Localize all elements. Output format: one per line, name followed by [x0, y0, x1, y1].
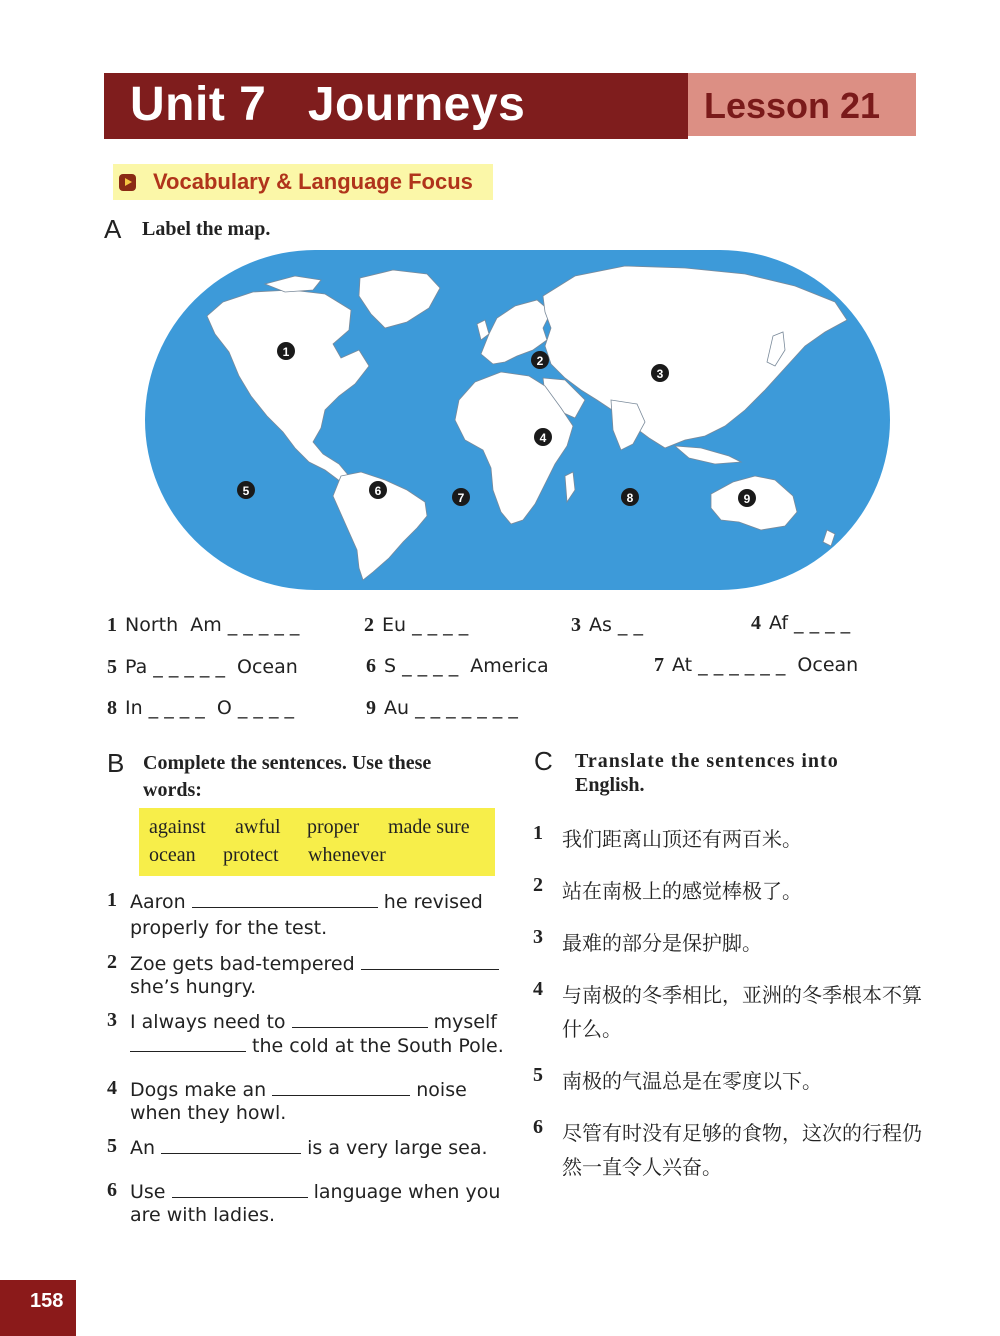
word-bank-item: ocean — [149, 844, 196, 866]
map-marker-8 — [621, 488, 639, 506]
answer-blank[interactable] — [272, 1077, 410, 1096]
page-number-tab — [0, 1280, 76, 1336]
section-b-title-line2: words: — [143, 779, 202, 801]
answer-blank[interactable] — [361, 951, 499, 970]
page-number: 158 — [30, 1290, 64, 1312]
svg-text:7: 7 — [457, 491, 465, 505]
answer-blank[interactable] — [172, 1179, 308, 1198]
section-c-letter: C — [534, 746, 553, 776]
translation-item-4: 4 与南极的冬季相比，亚洲的冬季根本不算什么。 — [533, 978, 922, 1041]
map-answer-9: 9 Au _ _ _ _ _ _ _ — [366, 697, 518, 719]
unit-header — [104, 73, 916, 139]
svg-text:1: 1 — [282, 345, 290, 359]
sentence-item-4: 4 Dogs make an noise when they howl. — [107, 1077, 467, 1124]
map-answer-4: 4 Af _ _ _ _ — [751, 612, 851, 634]
section-c-title-line2: English. — [575, 774, 645, 796]
answer-blank[interactable] — [192, 889, 378, 908]
word-bank-item: proper — [307, 816, 360, 838]
svg-text:3: 3 — [656, 367, 664, 381]
sentence-item-6: 6 Use language when you are with ladies. — [107, 1179, 501, 1226]
sentence-item-1: 1 Aaron he revised properly for the test. — [107, 889, 483, 939]
translation-item-1: 1 我们距离山顶还有两百米。 — [533, 822, 802, 851]
map-marker-4 — [534, 428, 552, 446]
focus-label: Vocabulary & Language Focus — [153, 169, 473, 194]
map-marker-2 — [531, 351, 549, 369]
svg-text:9: 9 — [743, 492, 751, 506]
svg-text:5: 5 — [242, 484, 250, 498]
translation-item-5: 5 南极的气温总是在零度以下。 — [533, 1064, 822, 1093]
section-a-title: Label the map. — [142, 218, 271, 240]
word-bank — [139, 808, 495, 876]
word-bank-item: awful — [235, 816, 281, 838]
map-marker-7 — [452, 488, 470, 506]
answer-blank[interactable] — [130, 1033, 246, 1052]
unit-title-bar — [104, 73, 688, 139]
svg-text:8: 8 — [626, 491, 634, 505]
map-answer-5: 5 Pa _ _ _ _ _ Ocean — [107, 656, 298, 678]
svg-text:6: 6 — [374, 484, 382, 498]
word-bank-item: against — [149, 816, 206, 838]
sentence-item-5: 5 An is a very large sea. — [107, 1135, 488, 1159]
word-bank-item: made sure — [388, 816, 470, 838]
lesson-title: Lesson 21 — [704, 85, 881, 126]
section-a-letter: A — [104, 214, 122, 244]
play-icon — [119, 174, 136, 191]
map-answer-8: 8 In _ _ _ _ O _ _ _ _ — [107, 697, 294, 719]
map-marker-1 — [277, 342, 295, 360]
map-answer-6: 6 S _ _ _ _ America — [366, 655, 549, 677]
lesson-title-bar — [688, 73, 916, 136]
map-marker-3 — [651, 364, 669, 382]
section-c-title-line1: Translate the sentences into — [575, 750, 839, 772]
map-answer-1: 1 North Am _ _ _ _ _ — [107, 614, 300, 636]
map-marker-5 — [237, 481, 255, 499]
map-marker-9 — [738, 489, 756, 507]
map-marker-6 — [369, 481, 387, 499]
translation-item-2: 2 站在南极上的感觉棒极了。 — [533, 874, 802, 903]
section-b-title-line1: Complete the sentences. Use these — [143, 752, 432, 774]
map-answer-7: 7 At _ _ _ _ _ _ Ocean — [654, 654, 859, 676]
map-answer-3: 3 As _ _ — [571, 614, 643, 636]
word-bank-item: protect — [223, 844, 279, 866]
svg-text:4: 4 — [539, 431, 547, 445]
sentence-item-2: 2 Zoe gets bad-tempered she’s hungry. — [107, 951, 507, 1003]
svg-text:2: 2 — [536, 354, 544, 368]
translation-item-3: 3 最难的部分是保护脚。 — [533, 926, 762, 955]
unit-title: Unit 7 Journeys — [130, 78, 526, 131]
word-bank-item: whenever — [308, 844, 386, 866]
vocabulary-focus-banner — [113, 164, 493, 200]
translation-item-6: 6 尽管有时没有足够的食物，这次的行程仍然一直令人兴奋。 — [533, 1116, 922, 1179]
answer-blank[interactable] — [292, 1009, 428, 1028]
answer-blank[interactable] — [161, 1135, 301, 1154]
section-b-letter: B — [107, 748, 125, 778]
map-answer-2: 2 Eu _ _ _ _ — [364, 614, 469, 636]
sentence-item-3: 3 I always need to myself the cold at the South Pole. — [107, 1009, 504, 1057]
world-map — [145, 250, 890, 590]
